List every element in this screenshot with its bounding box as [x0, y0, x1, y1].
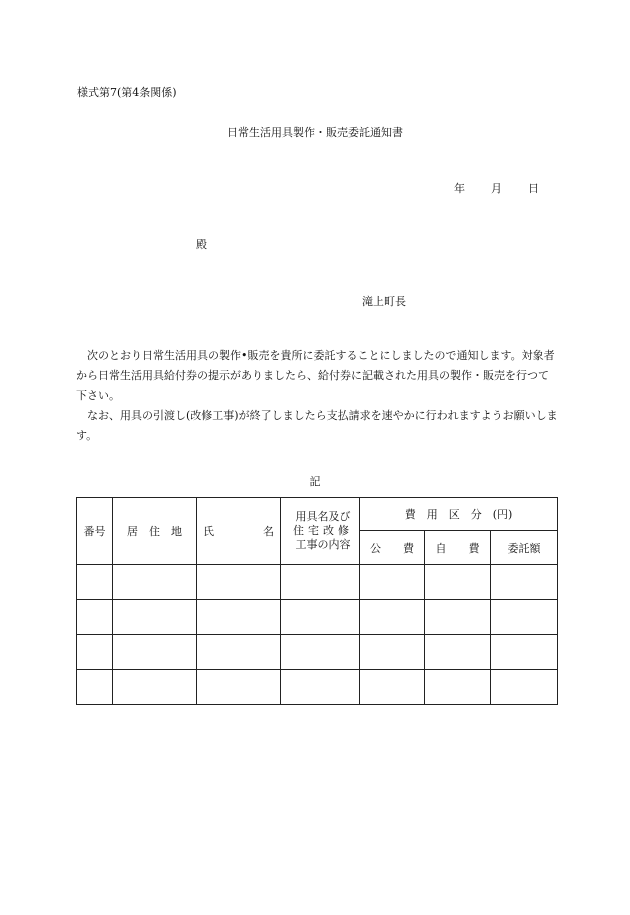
document-title: 日常生活用具製作・販売委託通知書 — [227, 126, 403, 139]
table-cell[interactable] — [360, 600, 425, 635]
header-name — [197, 498, 281, 565]
header-address: 居 住 地 — [113, 498, 197, 565]
date-line — [454, 180, 539, 196]
table-cell[interactable] — [113, 635, 197, 670]
table-cell[interactable] — [77, 670, 113, 705]
form-number: 様式第7(第4条関係) — [77, 86, 177, 99]
table-cell[interactable] — [425, 635, 491, 670]
header-commission: 委託額 — [491, 531, 558, 565]
header-name-left: 氏 — [203, 525, 214, 538]
table-cell[interactable] — [425, 600, 491, 635]
table-cell[interactable] — [281, 670, 360, 705]
table-row — [77, 600, 558, 635]
table-row — [77, 565, 558, 600]
table-cell[interactable] — [425, 565, 491, 600]
header-public-cost: 公 費 — [360, 531, 425, 565]
table-cell[interactable] — [77, 600, 113, 635]
table-cell[interactable] — [113, 600, 197, 635]
table-cell[interactable] — [113, 670, 197, 705]
table-cell[interactable] — [491, 670, 558, 705]
body-paragraph-2: なお、用具の引渡し(改修工事)が終了しましたら支払請求を速やかに行われますようお願いします。 — [76, 409, 558, 442]
table-cell[interactable] — [197, 600, 281, 635]
issuer-name: 滝上町長 — [362, 295, 406, 308]
header-name-right: 名 — [263, 525, 274, 538]
header-content-line-2: 住宅改修 — [293, 524, 353, 537]
table-cell[interactable] — [281, 600, 360, 635]
table-cell[interactable] — [491, 635, 558, 670]
table-cell[interactable] — [360, 565, 425, 600]
header-content-line-1: 用具名及び — [295, 510, 351, 523]
date-day-label: 日 — [528, 182, 539, 195]
table-cell[interactable] — [197, 635, 281, 670]
body-text — [76, 346, 558, 446]
ki-heading: 記 — [309, 475, 321, 488]
table-cell[interactable] — [360, 635, 425, 670]
table-cell[interactable] — [425, 670, 491, 705]
table-row — [77, 670, 558, 705]
table-row — [77, 635, 558, 670]
addressee-honorific: 殿 — [196, 238, 207, 251]
table-cell[interactable] — [281, 635, 360, 670]
header-content-line-3: 工事の内容 — [295, 538, 351, 551]
table-cell[interactable] — [360, 670, 425, 705]
table-cell[interactable] — [197, 565, 281, 600]
details-table — [76, 497, 558, 705]
date-month-label: 月 — [491, 182, 502, 195]
body-paragraph-1: 次のとおり日常生活用具の製作•販売を貴所に委託することにしましたので通知します。対象者から日常生活用具給付券の提示がありましたら、給付券に記載された用具の製作・販売を行つて下さい。 — [76, 349, 555, 402]
table-cell[interactable] — [281, 565, 360, 600]
table-cell[interactable] — [197, 670, 281, 705]
date-year-label: 年 — [454, 182, 465, 195]
table-cell[interactable] — [491, 600, 558, 635]
table-cell[interactable] — [77, 565, 113, 600]
header-content — [281, 498, 360, 565]
header-number: 番号 — [77, 498, 113, 565]
header-self-cost: 自 費 — [425, 531, 491, 565]
table-cell[interactable] — [113, 565, 197, 600]
table-cell[interactable] — [491, 565, 558, 600]
header-cost-group: 費 用 区 分 (円) — [360, 498, 558, 531]
table-cell[interactable] — [77, 635, 113, 670]
